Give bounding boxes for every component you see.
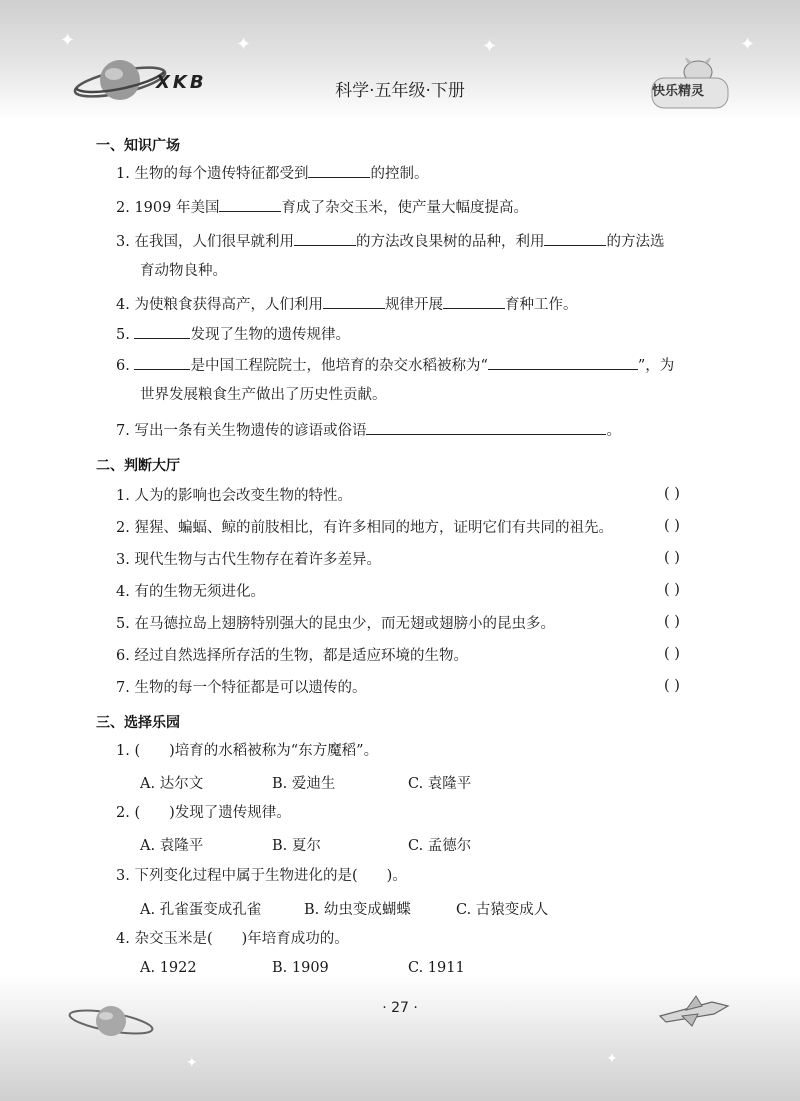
answer-blank[interactable] xyxy=(544,231,606,246)
question-text: 1. 生物的每个遗传特征都受到 xyxy=(116,166,309,182)
question-6-continuation: 世界发展粮食生产做出了历史性贡献。 xyxy=(140,387,387,403)
question-2 xyxy=(116,197,528,218)
judgment-item: 3. 现代生物与古代生物存在着许多差异。 xyxy=(116,552,381,568)
question-text: 。 xyxy=(606,423,621,439)
question-text: 的控制。 xyxy=(370,166,429,182)
judgment-answer-box[interactable]: ( ) xyxy=(664,646,680,662)
mascot-label: 快乐精灵 xyxy=(652,84,705,99)
question-4 xyxy=(116,294,577,315)
question-text: 育种工作。 xyxy=(504,297,578,313)
choice-option-a[interactable]: A. 袁隆平 xyxy=(140,838,204,854)
judgment-answer-box[interactable]: ( ) xyxy=(664,518,680,534)
question-text: 育成了杂交玉米，使产量大幅度提高。 xyxy=(281,200,528,216)
sparkle-icon: ✦ xyxy=(606,1051,618,1067)
judgment-answer-box[interactable]: ( ) xyxy=(664,582,680,598)
sparkle-icon: ✦ xyxy=(186,1055,198,1071)
question-text: ”，为 xyxy=(637,358,675,374)
choice-option-b[interactable]: B. 1909 xyxy=(272,960,329,976)
question-text: 4. 为使粮食获得高产，人们利用 xyxy=(116,297,323,313)
sparkle-icon: ✦ xyxy=(60,30,76,51)
judgment-item: 4. 有的生物无须进化。 xyxy=(116,584,265,600)
answer-blank[interactable] xyxy=(134,355,190,370)
answer-blank[interactable] xyxy=(366,420,606,435)
book-title: 科学·五年级·下册 xyxy=(335,81,465,101)
question-3 xyxy=(116,231,664,252)
judgment-item: 6. 经过自然选择所存活的生物，都是适应环境的生物。 xyxy=(116,648,468,664)
judgment-answer-box[interactable]: ( ) xyxy=(664,678,680,694)
question-text: 6. xyxy=(116,358,130,374)
judgment-answer-box[interactable]: ( ) xyxy=(664,550,680,566)
question-text: 5. xyxy=(116,327,130,343)
choice-question: 1. ( )培育的水稻被称为“东方魔稻”。 xyxy=(116,743,379,759)
choice-option-b[interactable]: B. 夏尔 xyxy=(272,838,321,854)
choice-option-a[interactable]: A. 孔雀蛋变成孔雀 xyxy=(140,902,262,918)
answer-blank[interactable] xyxy=(294,231,356,246)
question-3-continuation: 育动物良种。 xyxy=(140,263,227,279)
section-title-knowledge: 一、知识广场 xyxy=(96,138,180,154)
answer-blank[interactable] xyxy=(323,294,385,309)
judgment-item: 1. 人为的影响也会改变生物的特性。 xyxy=(116,488,352,504)
answer-blank[interactable] xyxy=(488,355,638,370)
answer-blank[interactable] xyxy=(134,324,190,339)
answer-blank[interactable] xyxy=(443,294,505,309)
sparkle-icon: ✦ xyxy=(236,34,252,55)
question-text: 的方法选 xyxy=(606,234,665,250)
judgment-item: 7. 生物的每一个特征都是可以遗传的。 xyxy=(116,680,367,696)
page-number: · 27 · xyxy=(382,1000,418,1016)
choice-option-b[interactable]: B. 爱迪生 xyxy=(272,776,336,792)
brand-logo: XKB xyxy=(156,72,207,93)
question-text: 7. 写出一条有关生物遗传的谚语或俗语 xyxy=(116,423,367,439)
choice-question: 4. 杂交玉米是( )年培育成功的。 xyxy=(116,931,349,947)
choice-option-a[interactable]: A. 1922 xyxy=(140,960,197,976)
question-text: 规律开展 xyxy=(384,297,443,313)
question-text: 是中国工程院院士，他培育的杂交水稻被称为“ xyxy=(190,358,488,374)
question-1 xyxy=(116,163,428,184)
choice-option-c[interactable]: C. 1911 xyxy=(408,960,465,976)
choice-question: 2. ( )发现了遗传规律。 xyxy=(116,805,291,821)
choice-option-b[interactable]: B. 幼虫变成蝴蝶 xyxy=(304,902,411,918)
question-7 xyxy=(116,420,621,441)
question-text: 3. 在我国，人们很早就利用 xyxy=(116,234,294,250)
judgment-item: 5. 在马德拉岛上翅膀特别强大的昆虫少，而无翅或翅膀小的昆虫多。 xyxy=(116,616,555,632)
question-text: 2. 1909 年美国 xyxy=(116,200,220,216)
judgment-answer-box[interactable]: ( ) xyxy=(664,486,680,502)
question-5 xyxy=(116,324,350,345)
section-title-judgment: 二、判断大厅 xyxy=(96,458,180,474)
question-6 xyxy=(116,355,674,376)
choice-option-c[interactable]: C. 孟德尔 xyxy=(408,838,472,854)
choice-option-a[interactable]: A. 达尔文 xyxy=(140,776,204,792)
question-text: 的方法改良果树的品种，利用 xyxy=(355,234,545,250)
answer-blank[interactable] xyxy=(308,163,370,178)
question-text: 发现了生物的遗传规律。 xyxy=(190,327,350,343)
answer-blank[interactable] xyxy=(219,197,281,212)
sparkle-icon: ✦ xyxy=(740,34,756,55)
judgment-item: 2. 猩猩、蝙蝠、鲸的前肢相比，有许多相同的地方，证明它们有共同的祖先。 xyxy=(116,520,613,536)
choice-option-c[interactable]: C. 袁隆平 xyxy=(408,776,472,792)
section-title-choice: 三、选择乐园 xyxy=(96,715,180,731)
choice-option-c[interactable]: C. 古猿变成人 xyxy=(456,902,549,918)
sparkle-icon: ✦ xyxy=(482,36,498,57)
choice-question: 3. 下列变化过程中属于生物进化的是( )。 xyxy=(116,868,407,884)
judgment-answer-box[interactable]: ( ) xyxy=(664,614,680,630)
